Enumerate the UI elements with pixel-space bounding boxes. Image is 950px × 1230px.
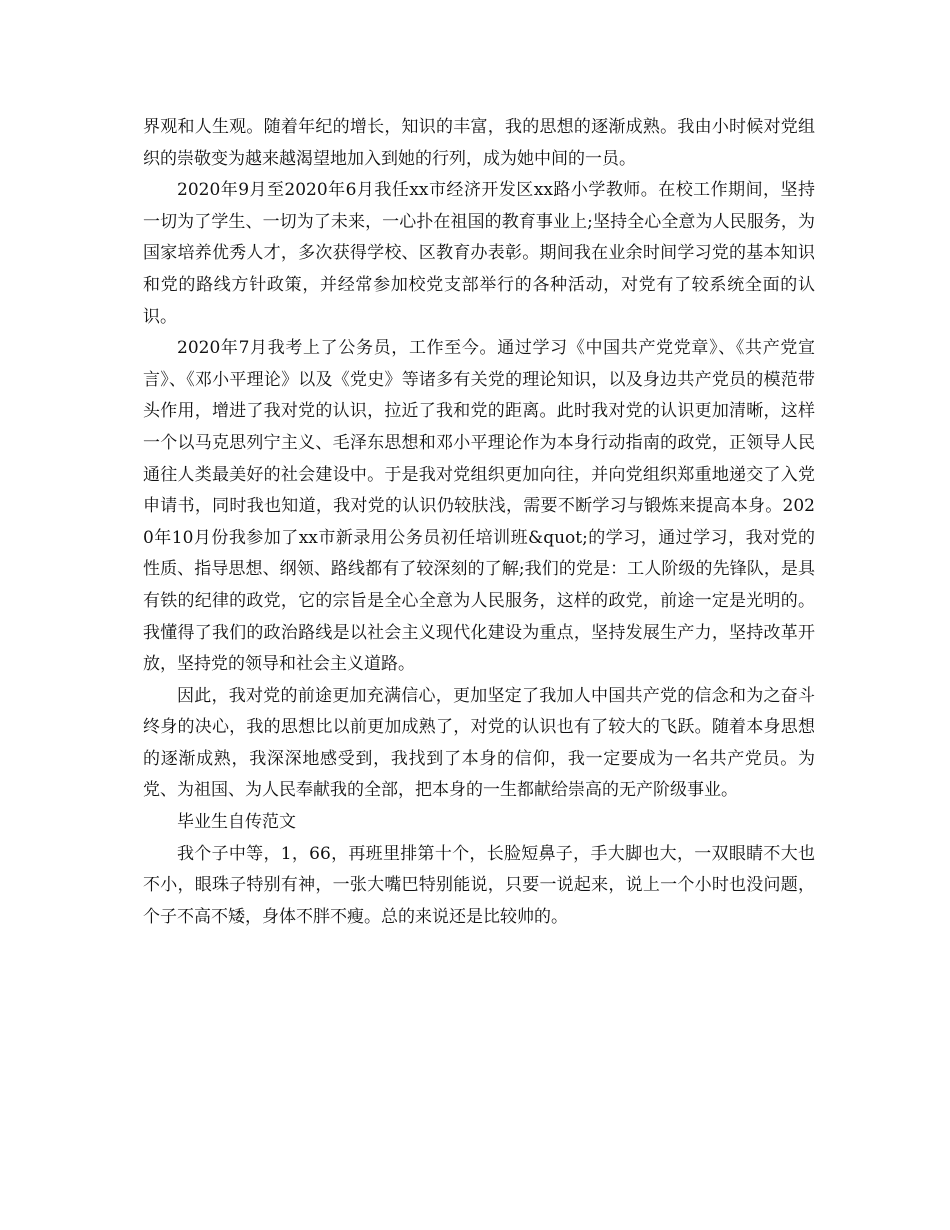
document-page <box>143 112 815 933</box>
paragraph-conclusion: 因此，我对党的前途更加充满信心，更加坚定了我加人中国共产党的信念和为之奋斗终身的决心，我的思想比以前更加成熟了，对党的认识也有了较大的飞跃。随着本身思想的逐渐成熟，我深深地感受到，我找到了本身的信仰，我一定要成为一名共产党员。为党、为祖国、为人民奉献我的全部，把本身的一生都献给崇高的无产阶级事业。 <box>143 685 815 801</box>
paragraph-civil-servant: 2020年7月我考上了公务员，工作至今。通过学习《中国共产党党章》、《共产党宣言》、《邓小平理论》以及《党史》等诸多有关党的理论知识，以及身边共产党员的模范带头作用，增进了我对党的认识，拉近了我和党的距离。此时我对党的认识更加清晰，这样一个以马克思列宁主义、毛泽东思想和邓小平理论作为本身行动指南的政党，正领导人民通往人类最美好的社会建设中。于是我对党组织更加向往，并向党组织郑重地递交了入党申请书，同时我也知道，我对党的认识仍较肤浅，需要不断学习与锻炼来提高本身。2020年10月份我参加了xx市新录用公务员初任培训班&quot;的学习，通过学习，我对党的性质、指导思想、纲领、路线都有了较深刻的了解;我们的党是：工人阶级的先锋队，是具有铁的纪律的政党，它的宗旨是全心全意为人民服务，这样的政党，前途一定是光明的。我懂得了我们的政治路线是以社会主义现代化建设为重点，坚持发展生产力，坚持改革开放，坚持党的领导和社会主义道路。 <box>143 338 815 675</box>
section-title: 毕业生自传范文 <box>177 812 296 833</box>
paragraph-continuation: 界观和人生观。随着年纪的增长，知识的丰富，我的思想的逐渐成熟。我由小时候对党组织的崇敬变为越来越渴望地加入到她的行列，成为她中间的一员。 <box>143 117 815 169</box>
paragraph-self-description: 我个子中等，1，66，再班里排第十个，长脸短鼻子，手大脚也大，一双眼睛不大也不小，眼珠子特别有神，一张大嘴巴特别能说，只要一说起来，说上一个小时也没问题，个子不高不矮，身体不胖不瘦。总的来说还是比较帅的。 <box>143 843 815 927</box>
paragraph-teaching: 2020年9月至2020年6月我任xx市经济开发区xx路小学教师。在校工作期间，坚持一切为了学生、一切为了未来，一心扑在祖国的教育事业上;坚持全心全意为人民服务，为国家培养优秀人才，多次获得学校、区教育办表彰。期间我在业余时间学习党的基本知识和党的路线方针政策，并经常参加校党支部举行的各种活动，对党有了较系统全面的认识。 <box>143 180 815 327</box>
